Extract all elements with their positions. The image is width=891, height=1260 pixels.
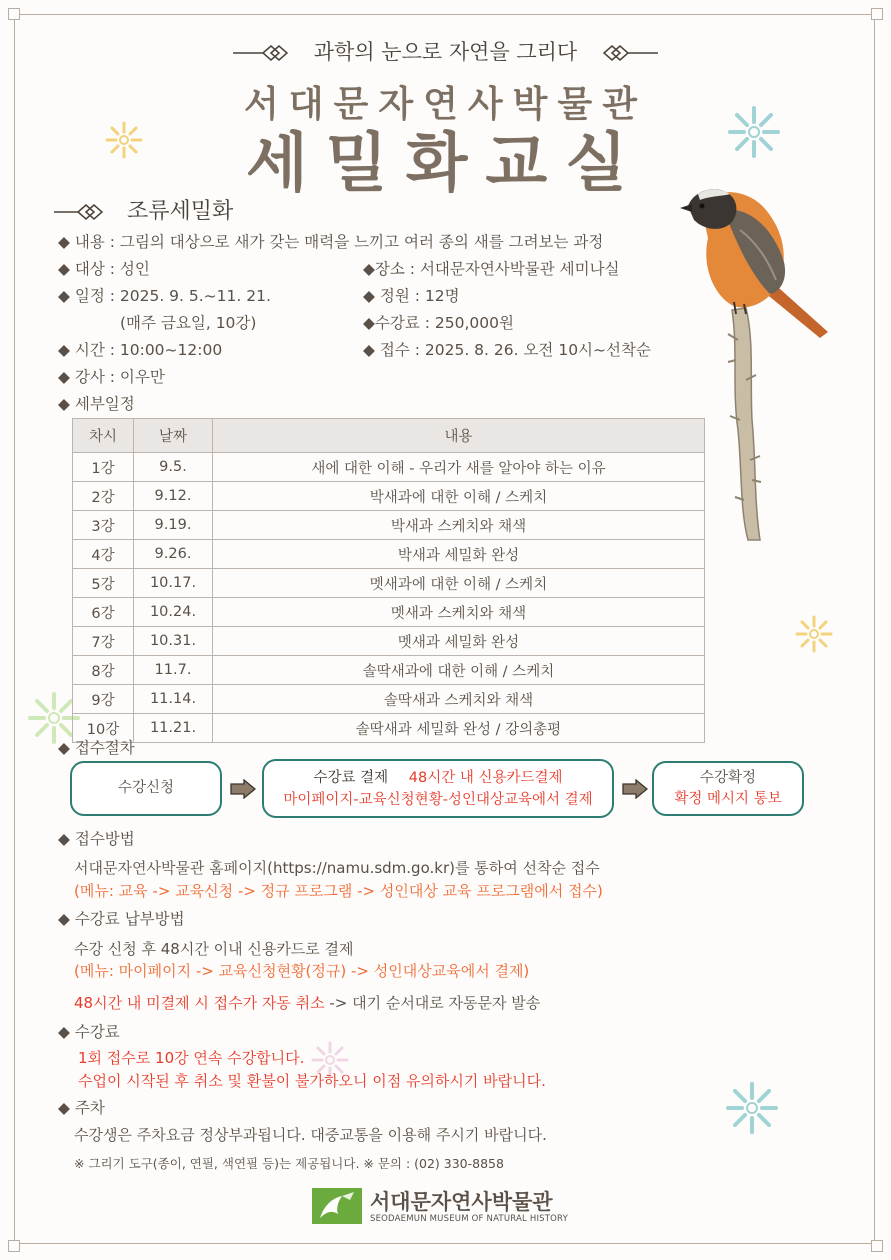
table-row — [73, 598, 705, 627]
course-instructor: ◆ 강사 : 이우만 — [58, 368, 165, 386]
line-ornament-icon — [598, 43, 658, 63]
payment-cancel-warning: 48시간 내 미결제 시 접수가 자동 취소 — [74, 994, 325, 1012]
cell-date: 9.26. — [134, 540, 213, 569]
museum-logo — [312, 1186, 582, 1228]
table-header-row — [73, 419, 705, 453]
course-capacity: ◆ 정원 : 12명 — [363, 287, 460, 305]
course-schedule-note: (매주 금요일, 10강) — [120, 314, 257, 332]
cell-date: 10.17. — [134, 569, 213, 598]
parking-label: ◆ 주차 — [58, 1099, 105, 1117]
method-line1: 서대문자연사박물관 홈페이지(https://namu.sdm.go.kr)를 통하여 선착순 접수 — [74, 859, 600, 877]
step-confirm-message: 확정 메시지 통보 — [674, 791, 782, 807]
schedule-table — [72, 418, 705, 743]
cell-session: 1강 — [73, 453, 134, 482]
museum-heading: 서대문자연사박물관 — [244, 84, 647, 125]
cell-session: 4강 — [73, 540, 134, 569]
course-fee: ◆수강료 : 250,000원 — [363, 314, 514, 332]
cell-content: 박새과에 대한 이해 / 스케치 — [213, 482, 705, 511]
course-content: ◆ 내용 : 그림의 대상으로 새가 갖는 매력을 느끼고 여러 종의 새를 그려보는 과정 — [58, 233, 604, 251]
table-row — [73, 540, 705, 569]
payment-line2: (메뉴: 마이페이지 -> 교육신청현황(정규) -> 성인대상교육에서 결제) — [74, 962, 530, 980]
table-row — [73, 627, 705, 656]
program-heading: 세밀화교실 — [245, 127, 646, 201]
cell-session: 9강 — [73, 685, 134, 714]
table-row — [73, 482, 705, 511]
course-apply: ◆ 접수 : 2025. 8. 26. 오전 10시~선착순 — [363, 341, 651, 359]
cell-date: 11.21. — [134, 714, 213, 743]
step-payment-title: 수강료 결제 — [313, 770, 389, 786]
method-line2: (메뉴: 교육 -> 교육신청 -> 정규 프로그램 -> 성인대상 교육 프로그램에서 접수) — [74, 882, 603, 900]
step-apply-label: 수강신청 — [117, 780, 175, 796]
payment-line3 — [74, 992, 540, 1013]
table-row — [73, 569, 705, 598]
process-step-confirm — [652, 761, 804, 816]
line-ornament-icon — [233, 43, 293, 63]
header-content: 내용 — [213, 419, 705, 453]
process-step-apply — [70, 761, 222, 816]
step-payment-line1 — [264, 767, 612, 789]
cell-content: 솔딱새과 세밀화 완성 / 강의총평 — [213, 714, 705, 743]
process-step-payment — [262, 759, 614, 818]
frame-corner — [8, 8, 20, 20]
cell-session: 6강 — [73, 598, 134, 627]
table-row — [73, 511, 705, 540]
cell-session: 10강 — [73, 714, 134, 743]
cell-date: 10.31. — [134, 627, 213, 656]
course-schedule: ◆ 일정 : 2025. 9. 5.~11. 21. — [58, 287, 271, 305]
cell-content: 솔딱새과 스케치와 채색 — [213, 685, 705, 714]
cell-session: 2강 — [73, 482, 134, 511]
cell-session: 7강 — [73, 627, 134, 656]
course-title: 조류세밀화 — [127, 199, 234, 224]
course-time: ◆ 시간 : 10:00~12:00 — [58, 341, 223, 359]
arrow-right-icon — [230, 779, 256, 799]
cell-content: 솔딱새과에 대한 이해 / 스케치 — [213, 656, 705, 685]
footer-museum-name: 서대문자연사박물관 — [370, 1190, 553, 1214]
header-subtitle-row — [0, 36, 891, 66]
flower-ornament-icon — [724, 1080, 780, 1136]
course-title-row — [54, 194, 233, 225]
cell-date: 9.19. — [134, 511, 213, 540]
table-row — [73, 685, 705, 714]
payment-line1: 수강 신청 후 48시간 이내 신용카드로 결제 — [74, 940, 354, 958]
payment-cancel-rest: -> 대기 순서대로 자동문자 발송 — [324, 994, 541, 1012]
step-payment-path: 마이페이지-교육신청현황-성인대상교육에서 결제 — [283, 792, 593, 808]
cell-content: 박새과 스케치와 채색 — [213, 511, 705, 540]
frame-corner — [871, 1240, 883, 1252]
table-row — [73, 714, 705, 743]
cell-session: 3강 — [73, 511, 134, 540]
header-subtitle: 과학의 눈으로 자연을 그리다 — [313, 40, 578, 64]
cell-content: 멧새과 세밀화 완성 — [213, 627, 705, 656]
cell-content: 박새과 세밀화 완성 — [213, 540, 705, 569]
method-label: ◆ 접수방법 — [58, 830, 135, 848]
table-row — [73, 453, 705, 482]
frame-corner — [8, 1240, 20, 1252]
flower-ornament-icon — [794, 614, 834, 654]
cell-content: 멧새과에 대한 이해 / 스케치 — [213, 569, 705, 598]
line-ornament-icon — [54, 202, 106, 222]
parking-line1: 수강생은 주차요금 정상부과됩니다. 대중교통을 이용해 주시기 바랍니다. — [74, 1126, 547, 1144]
cell-date: 9.12. — [134, 482, 213, 511]
course-target: ◆ 대상 : 성인 — [58, 260, 150, 278]
cell-session: 8강 — [73, 656, 134, 685]
cell-date: 10.24. — [134, 598, 213, 627]
fee-label: ◆ 수강료 — [58, 1023, 120, 1041]
course-place: ◆장소 : 서대문자연사박물관 세미나실 — [363, 260, 620, 278]
header-session: 차시 — [73, 419, 134, 453]
process-label: ◆ 접수절차 — [58, 739, 135, 757]
fee-line1: 1회 접수로 10강 연속 수강합니다. — [78, 1049, 305, 1067]
cell-content: 새에 대한 이해 - 우리가 새를 알아야 하는 이유 — [213, 453, 705, 482]
cell-session: 5강 — [73, 569, 134, 598]
header-date: 날짜 — [134, 419, 213, 453]
step-confirm-title: 수강확정 — [699, 770, 757, 786]
footer-english-name: SEODAEMUN MUSEUM OF NATURAL HISTORY — [370, 1214, 568, 1224]
fee-line2: 수업이 시작된 후 취소 및 환불이 불가하오니 이점 유의하시기 바랍니다. — [78, 1072, 546, 1090]
table-row — [73, 656, 705, 685]
museum-logo-icon — [312, 1188, 362, 1224]
cell-content: 멧새과 스케치와 채색 — [213, 598, 705, 627]
frame-corner — [871, 8, 883, 20]
cell-date: 11.7. — [134, 656, 213, 685]
arrow-right-icon — [622, 779, 648, 799]
step-payment-deadline: 48시간 내 신용카드결제 — [408, 770, 563, 786]
cell-date: 11.14. — [134, 685, 213, 714]
detail-schedule-label: ◆ 세부일정 — [58, 395, 135, 413]
footnote: ※ 그리기 도구(종이, 연필, 색연필 등)는 제공됩니다. ※ 문의 : (02) 330-8858 — [74, 1156, 504, 1171]
cell-date: 9.5. — [134, 453, 213, 482]
payment-label: ◆ 수강료 납부방법 — [58, 910, 185, 928]
